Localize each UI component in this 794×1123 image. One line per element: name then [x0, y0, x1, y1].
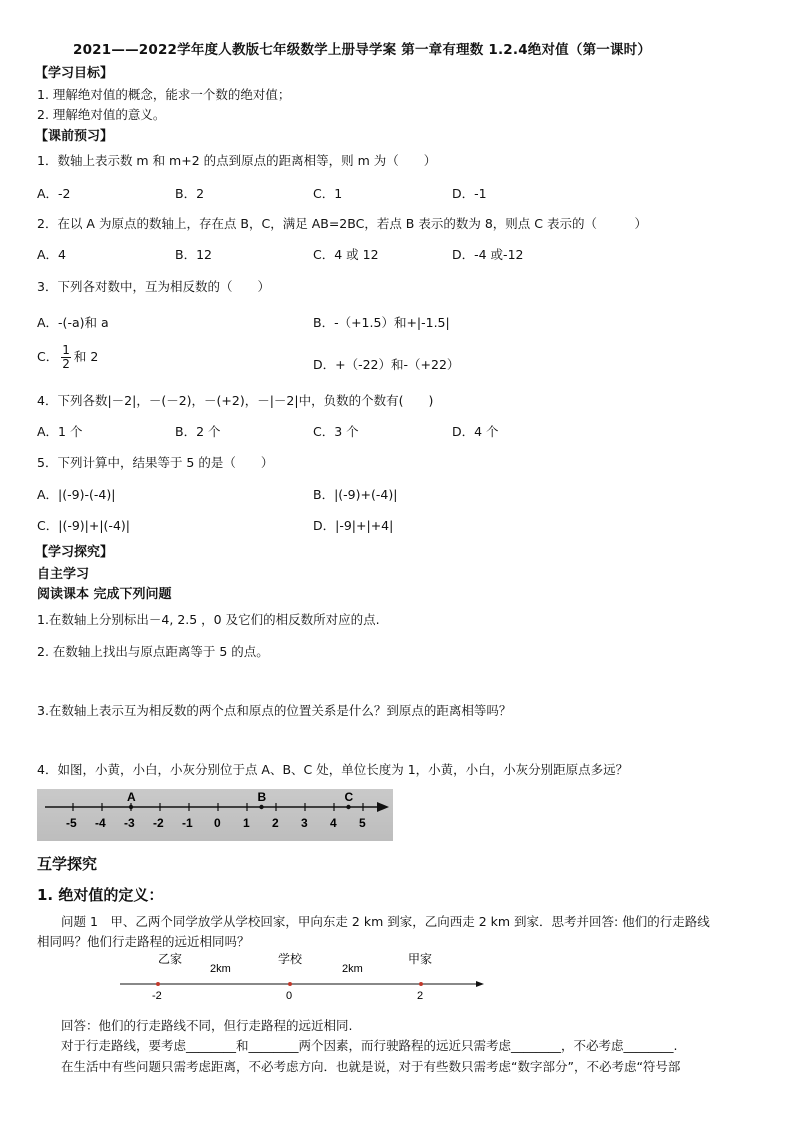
- explore-item-4: 4．如图，小黄，小白，小灰分别位于点 A、B、C 处，单位长度为 1，小黄，小白，小灰分别距原点多远？: [37, 762, 629, 777]
- q3-option-c-prefix: C．: [37, 349, 59, 364]
- tick-label: 5: [359, 816, 366, 830]
- q3-option-b: B．-（+1.5）和+|-1.5|: [313, 315, 450, 330]
- point-A: [129, 805, 133, 809]
- tick-label: 3: [301, 816, 308, 830]
- definition-heading: 1. 绝对值的定义：: [37, 886, 164, 904]
- label-yi-home: 乙家: [158, 952, 183, 966]
- point-label-B: B: [257, 790, 267, 804]
- q3-option-a: A．-(-a)和 a: [37, 315, 109, 330]
- q2-option-a: A．4: [37, 247, 67, 262]
- q3-option-d: D．+（-22）和-（+22）: [313, 357, 460, 372]
- tick-label: -2: [153, 816, 164, 830]
- question-4: 4．下列各数|－2|，－(－2)，－(+2)，－|－2|中，负数的个数有( ): [37, 393, 434, 408]
- question-5: 5．下列计算中，结果等于 5 的是（ ）: [37, 455, 274, 470]
- number-line-image: [37, 789, 393, 841]
- q5-option-d: D．|-9|+|+4|: [313, 518, 394, 533]
- read-instruction: 阅读课本 完成下列问题: [37, 587, 172, 602]
- point-label-C: C: [344, 790, 354, 804]
- goal-item: 1. 理解绝对值的概念，能求一个数的绝对值；: [37, 87, 291, 102]
- explore-heading: 【学习探究】: [35, 545, 114, 560]
- point-label-A: A: [127, 790, 136, 804]
- fraction: [61, 344, 71, 371]
- q3-option-c: [37, 344, 98, 371]
- explore-item-2: 2. 在数轴上找出与原点距离等于 5 的点。: [37, 644, 269, 659]
- tick-label: 2: [272, 816, 279, 830]
- q1-option-c: C．1: [313, 186, 343, 201]
- fraction-numerator: 1: [62, 343, 70, 357]
- point-2: [419, 982, 423, 986]
- tick-0: 0: [286, 990, 293, 1002]
- explanation-line: 在生活中有些问题只需考虑距离，不必考虑方向．也就是说，对于有些数只需考虑“数字部分”，不必考虑“符号部: [61, 1059, 681, 1074]
- arrow-head-icon: [377, 802, 389, 812]
- fraction-denominator: 2: [62, 357, 70, 371]
- tick-label: 1: [243, 816, 250, 830]
- point-C: [346, 805, 350, 809]
- point-0: [288, 982, 292, 986]
- tick-2: 2: [417, 990, 424, 1002]
- q4-option-c: C．3 个: [313, 424, 359, 439]
- problem-line-1: 问题 1 甲、乙两个同学放学从学校回家，甲向东走 2 km 到家，乙向西走 2 km 到家．思考并回答: 他们的行走路线: [61, 914, 710, 929]
- q2-option-c: C．4 或 12: [313, 247, 379, 262]
- question-1: 1．数轴上表示数 m 和 m+2 的点到原点的距离相等，则 m 为（ ）: [37, 153, 437, 168]
- goals-heading: 【学习目标】: [35, 66, 114, 81]
- tick-label: 4: [330, 816, 337, 830]
- home-school-diagram: [110, 950, 490, 1008]
- fill-blank-line: 对于行走路线，要考虑________和________两个因素，而行驶路程的远近只需考虑________，不必考虑________.: [61, 1038, 678, 1053]
- tick-neg2: -2: [152, 990, 162, 1002]
- distance-right: 2km: [342, 963, 363, 975]
- q1-option-a: A．-2: [37, 186, 71, 201]
- q5-option-c: C．|(-9)|+|(-4)|: [37, 518, 130, 533]
- q4-option-a: A．1 个: [37, 424, 83, 439]
- tick-label: -5: [66, 816, 77, 830]
- q2-option-d: D．-4 或-12: [452, 247, 524, 262]
- q1-option-b: B．2: [175, 186, 205, 201]
- label-jia-home: 甲家: [408, 952, 433, 966]
- q3-option-c-suffix: 和 2: [73, 349, 99, 364]
- tick-label: -4: [95, 816, 106, 830]
- problem-line-2: 相同吗？他们行走路程的远近相同吗？: [37, 934, 250, 949]
- tick-label: -3: [124, 816, 135, 830]
- q1-option-d: D．-1: [452, 186, 487, 201]
- goal-item: 2. 理解绝对值的意义。: [37, 107, 166, 122]
- distance-left: 2km: [210, 963, 231, 975]
- point-neg2: [156, 982, 160, 986]
- q4-option-b: B．2 个: [175, 424, 221, 439]
- q5-option-a: A．|(-9)-(-4)|: [37, 487, 116, 502]
- question-3: 3．下列各对数中，互为相反数的（ ）: [37, 279, 270, 294]
- q4-option-d: D．4 个: [452, 424, 499, 439]
- question-2: 2．在以 A 为原点的数轴上，存在点 B，C，满足 AB=2BC，若点 B 表示的数为 8，则点 C 表示的（ ）: [37, 216, 647, 231]
- tick-label: -1: [182, 816, 193, 830]
- mutual-heading: 互学探究: [37, 855, 98, 873]
- self-study-heading: 自主学习: [37, 567, 90, 582]
- page-title: 2021——2022学年度人教版七年级数学上册导学案 第一章有理数 1.2.4绝对值（第一课时）: [73, 42, 652, 58]
- explore-item-3: 3.在数轴上表示互为相反数的两个点和原点的位置关系是什么？到原点的距离相等吗？: [37, 703, 512, 718]
- tick-label: 0: [214, 816, 221, 830]
- preview-heading: 【课前预习】: [35, 129, 114, 144]
- answer-line: 回答：他们的行走路线不同，但行走路程的远近相同.: [61, 1018, 353, 1033]
- label-school: 学校: [278, 952, 303, 966]
- q5-option-b: B．|(-9)+(-4)|: [313, 487, 398, 502]
- q2-option-b: B．12: [175, 247, 212, 262]
- point-B: [259, 805, 263, 809]
- explore-item-1: 1.在数轴上分别标出－4, 2.5 ，0 及它们的相反数所对应的点.: [37, 612, 380, 627]
